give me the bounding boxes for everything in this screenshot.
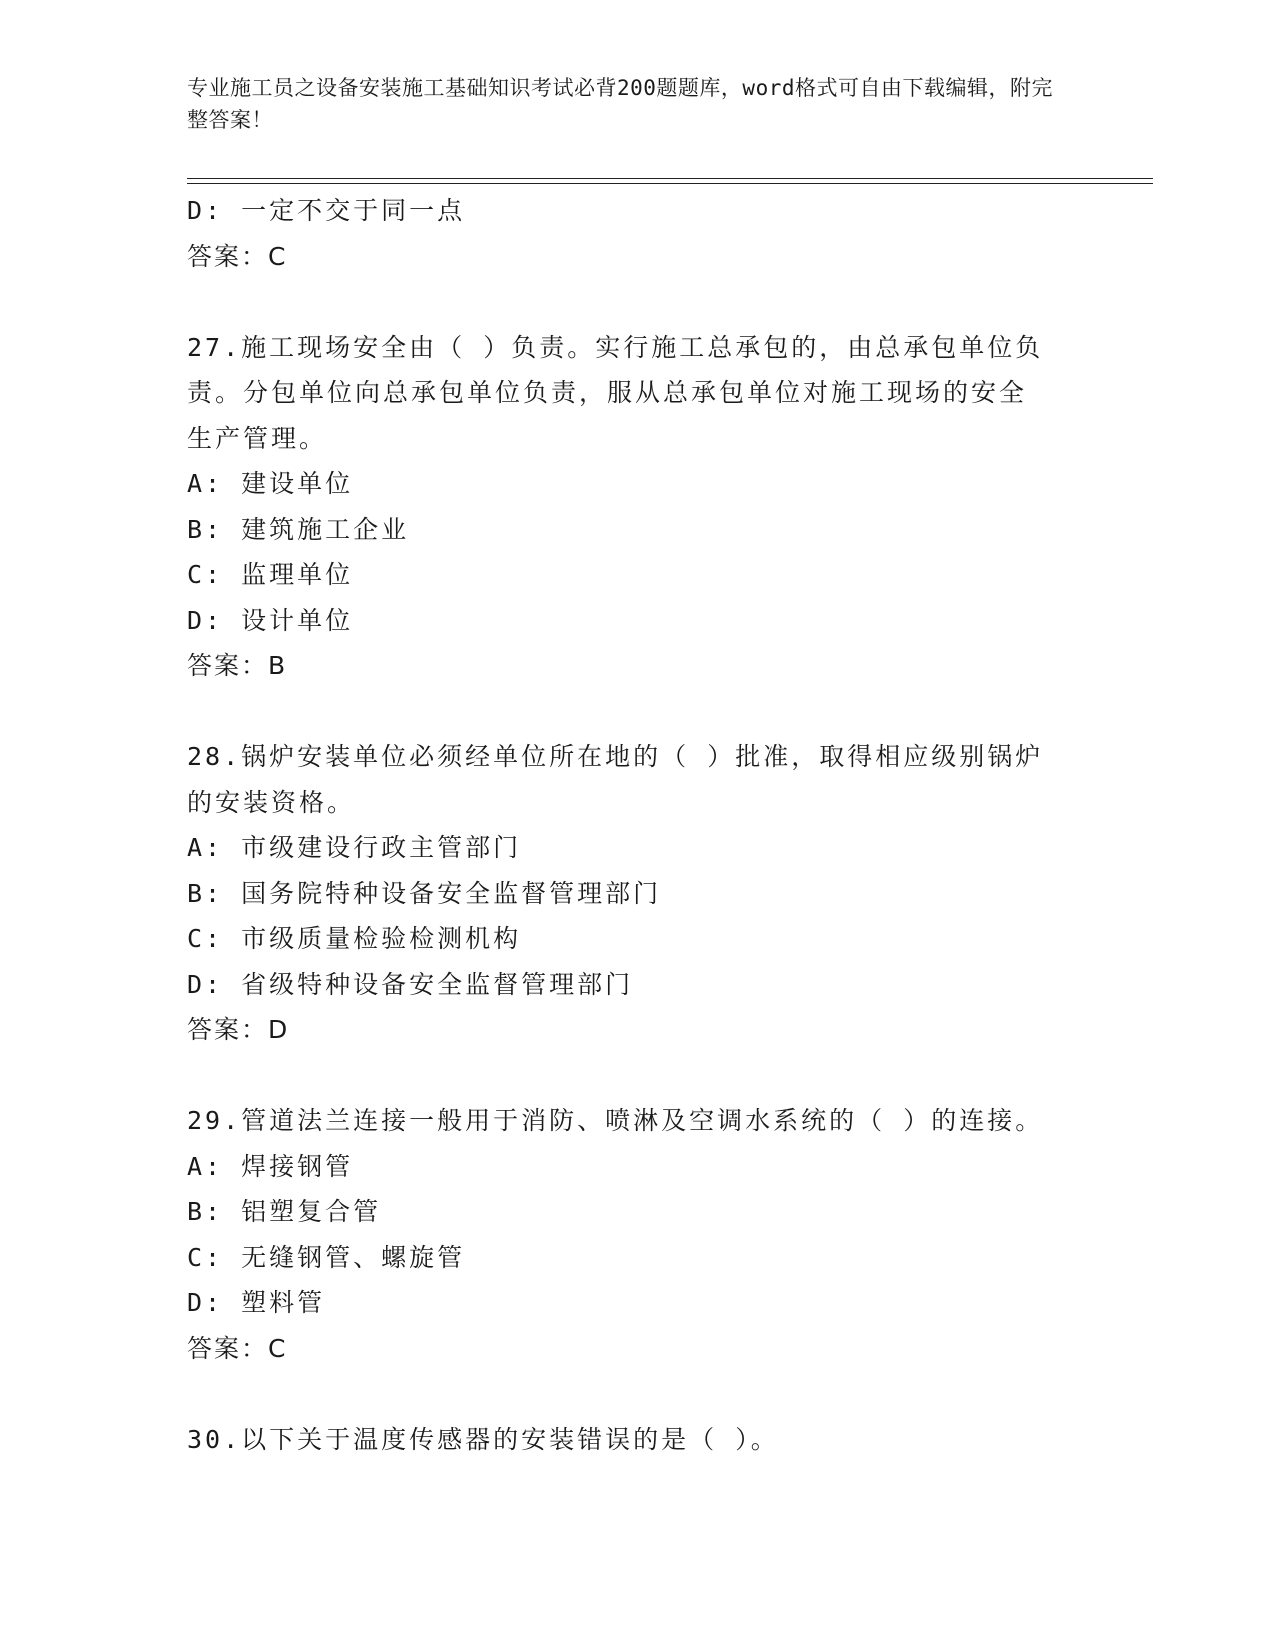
option-c: C: 监理单位 bbox=[187, 560, 354, 589]
question-27 bbox=[187, 325, 1087, 689]
question-28 bbox=[187, 734, 1087, 1053]
question-stem-line: 生产管理。 bbox=[187, 423, 328, 453]
header-rule-top bbox=[187, 178, 1153, 179]
question-29 bbox=[187, 1098, 1087, 1371]
option-b: B: 国务院特种设备安全监督管理部门 bbox=[187, 878, 662, 908]
answer-line: 答案：C bbox=[187, 1333, 288, 1363]
question-list bbox=[187, 188, 1087, 1462]
option-b: B: 铝塑复合管 bbox=[187, 1197, 382, 1226]
answer-line: 答案：D bbox=[187, 1015, 290, 1044]
option-c: C: 市级质量检验检测机构 bbox=[187, 924, 522, 953]
question-30 bbox=[187, 1417, 1087, 1463]
question-stem-line: 27.施工现场安全由（ ）负责。实行施工总承包的，由总承包单位负 bbox=[187, 332, 1044, 362]
question-stem-line: 责。分包单位向总承包单位负责，服从总承包单位对施工现场的安全 bbox=[187, 378, 1028, 407]
question-stem-line: 30.以下关于温度传感器的安装错误的是（ ）。 bbox=[187, 1424, 779, 1454]
option-a: A: 建设单位 bbox=[187, 469, 354, 498]
option-a: A: 焊接钢管 bbox=[187, 1151, 354, 1181]
question-stem-line: 28.锅炉安装单位必须经单位所在地的（ ）批准，取得相应级别锅炉 bbox=[187, 742, 1044, 771]
answer-line: 答案：B bbox=[187, 651, 288, 680]
option-d: D: 塑料管 bbox=[187, 1288, 326, 1317]
option-c: C: 无缝钢管、螺旋管 bbox=[187, 1242, 466, 1272]
option-d: D: 省级特种设备安全监督管理部门 bbox=[187, 969, 634, 999]
question-stem-line: 29.管道法兰连接一般用于消防、喷淋及空调水系统的（ ）的连接。 bbox=[187, 1106, 1044, 1135]
option-line: D: 一定不交于同一点 bbox=[187, 196, 466, 225]
document-header: 专业施工员之设备安装施工基础知识考试必背200题题库，word格式可自由下载编辑，附完整答案！ bbox=[187, 76, 1053, 132]
answer-line: 答案：C bbox=[187, 241, 288, 271]
option-a: A: 市级建设行政主管部门 bbox=[187, 833, 522, 862]
option-b: B: 建筑施工企业 bbox=[187, 514, 410, 544]
option-d: D: 设计单位 bbox=[187, 605, 354, 635]
header-rule-bottom bbox=[187, 183, 1153, 184]
question-stem-line: 的安装资格。 bbox=[187, 787, 356, 817]
